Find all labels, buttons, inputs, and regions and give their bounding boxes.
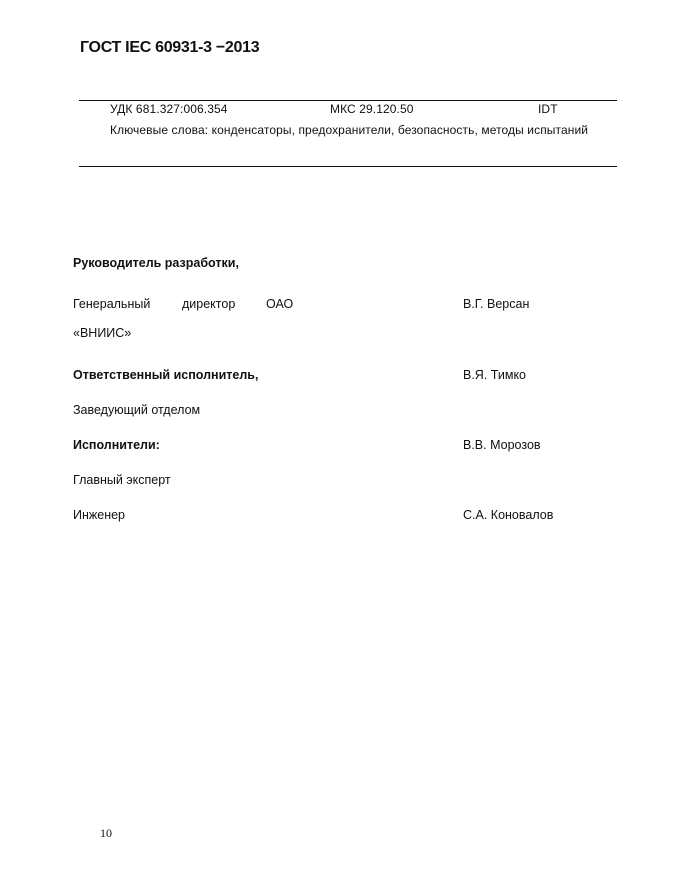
document-title: ГОСТ IEC 60931-3 −2013 [80, 39, 260, 56]
responsible-executor-label: Ответственный исполнитель, [73, 368, 259, 382]
udk-code: УДК 681.327:006.354 [110, 102, 228, 116]
responsible-executor-name: В.Я. Тимко [463, 368, 527, 382]
idt-mark: IDT [538, 102, 558, 116]
page-number: 10 [100, 826, 112, 840]
responsible-executor-position: Заведующий отделом [73, 403, 201, 417]
head-position-word-3: ОАО [266, 297, 294, 311]
head-name: В.Г. Версан [463, 297, 530, 311]
mks-code: МКС 29.120.50 [330, 102, 414, 116]
executor-1-name: В.В. Морозов [463, 438, 541, 452]
executor-2-name: С.А. Коновалов [463, 508, 554, 522]
head-position-word-2: директор [182, 297, 236, 311]
executor-1-position: Главный эксперт [73, 473, 171, 487]
head-position-line2: «ВНИИС» [73, 326, 132, 340]
executor-2-position: Инженер [73, 508, 126, 522]
bottom-rule [79, 166, 617, 167]
head-of-development-label: Руководитель разработки, [73, 256, 239, 270]
keywords-line: Ключевые слова: конденсаторы, предохранители, безопасность, методы испытаний [110, 123, 589, 137]
head-position-word-1: Генеральный [73, 297, 151, 311]
executors-label: Исполнители: [73, 438, 160, 452]
top-rule [79, 100, 617, 101]
